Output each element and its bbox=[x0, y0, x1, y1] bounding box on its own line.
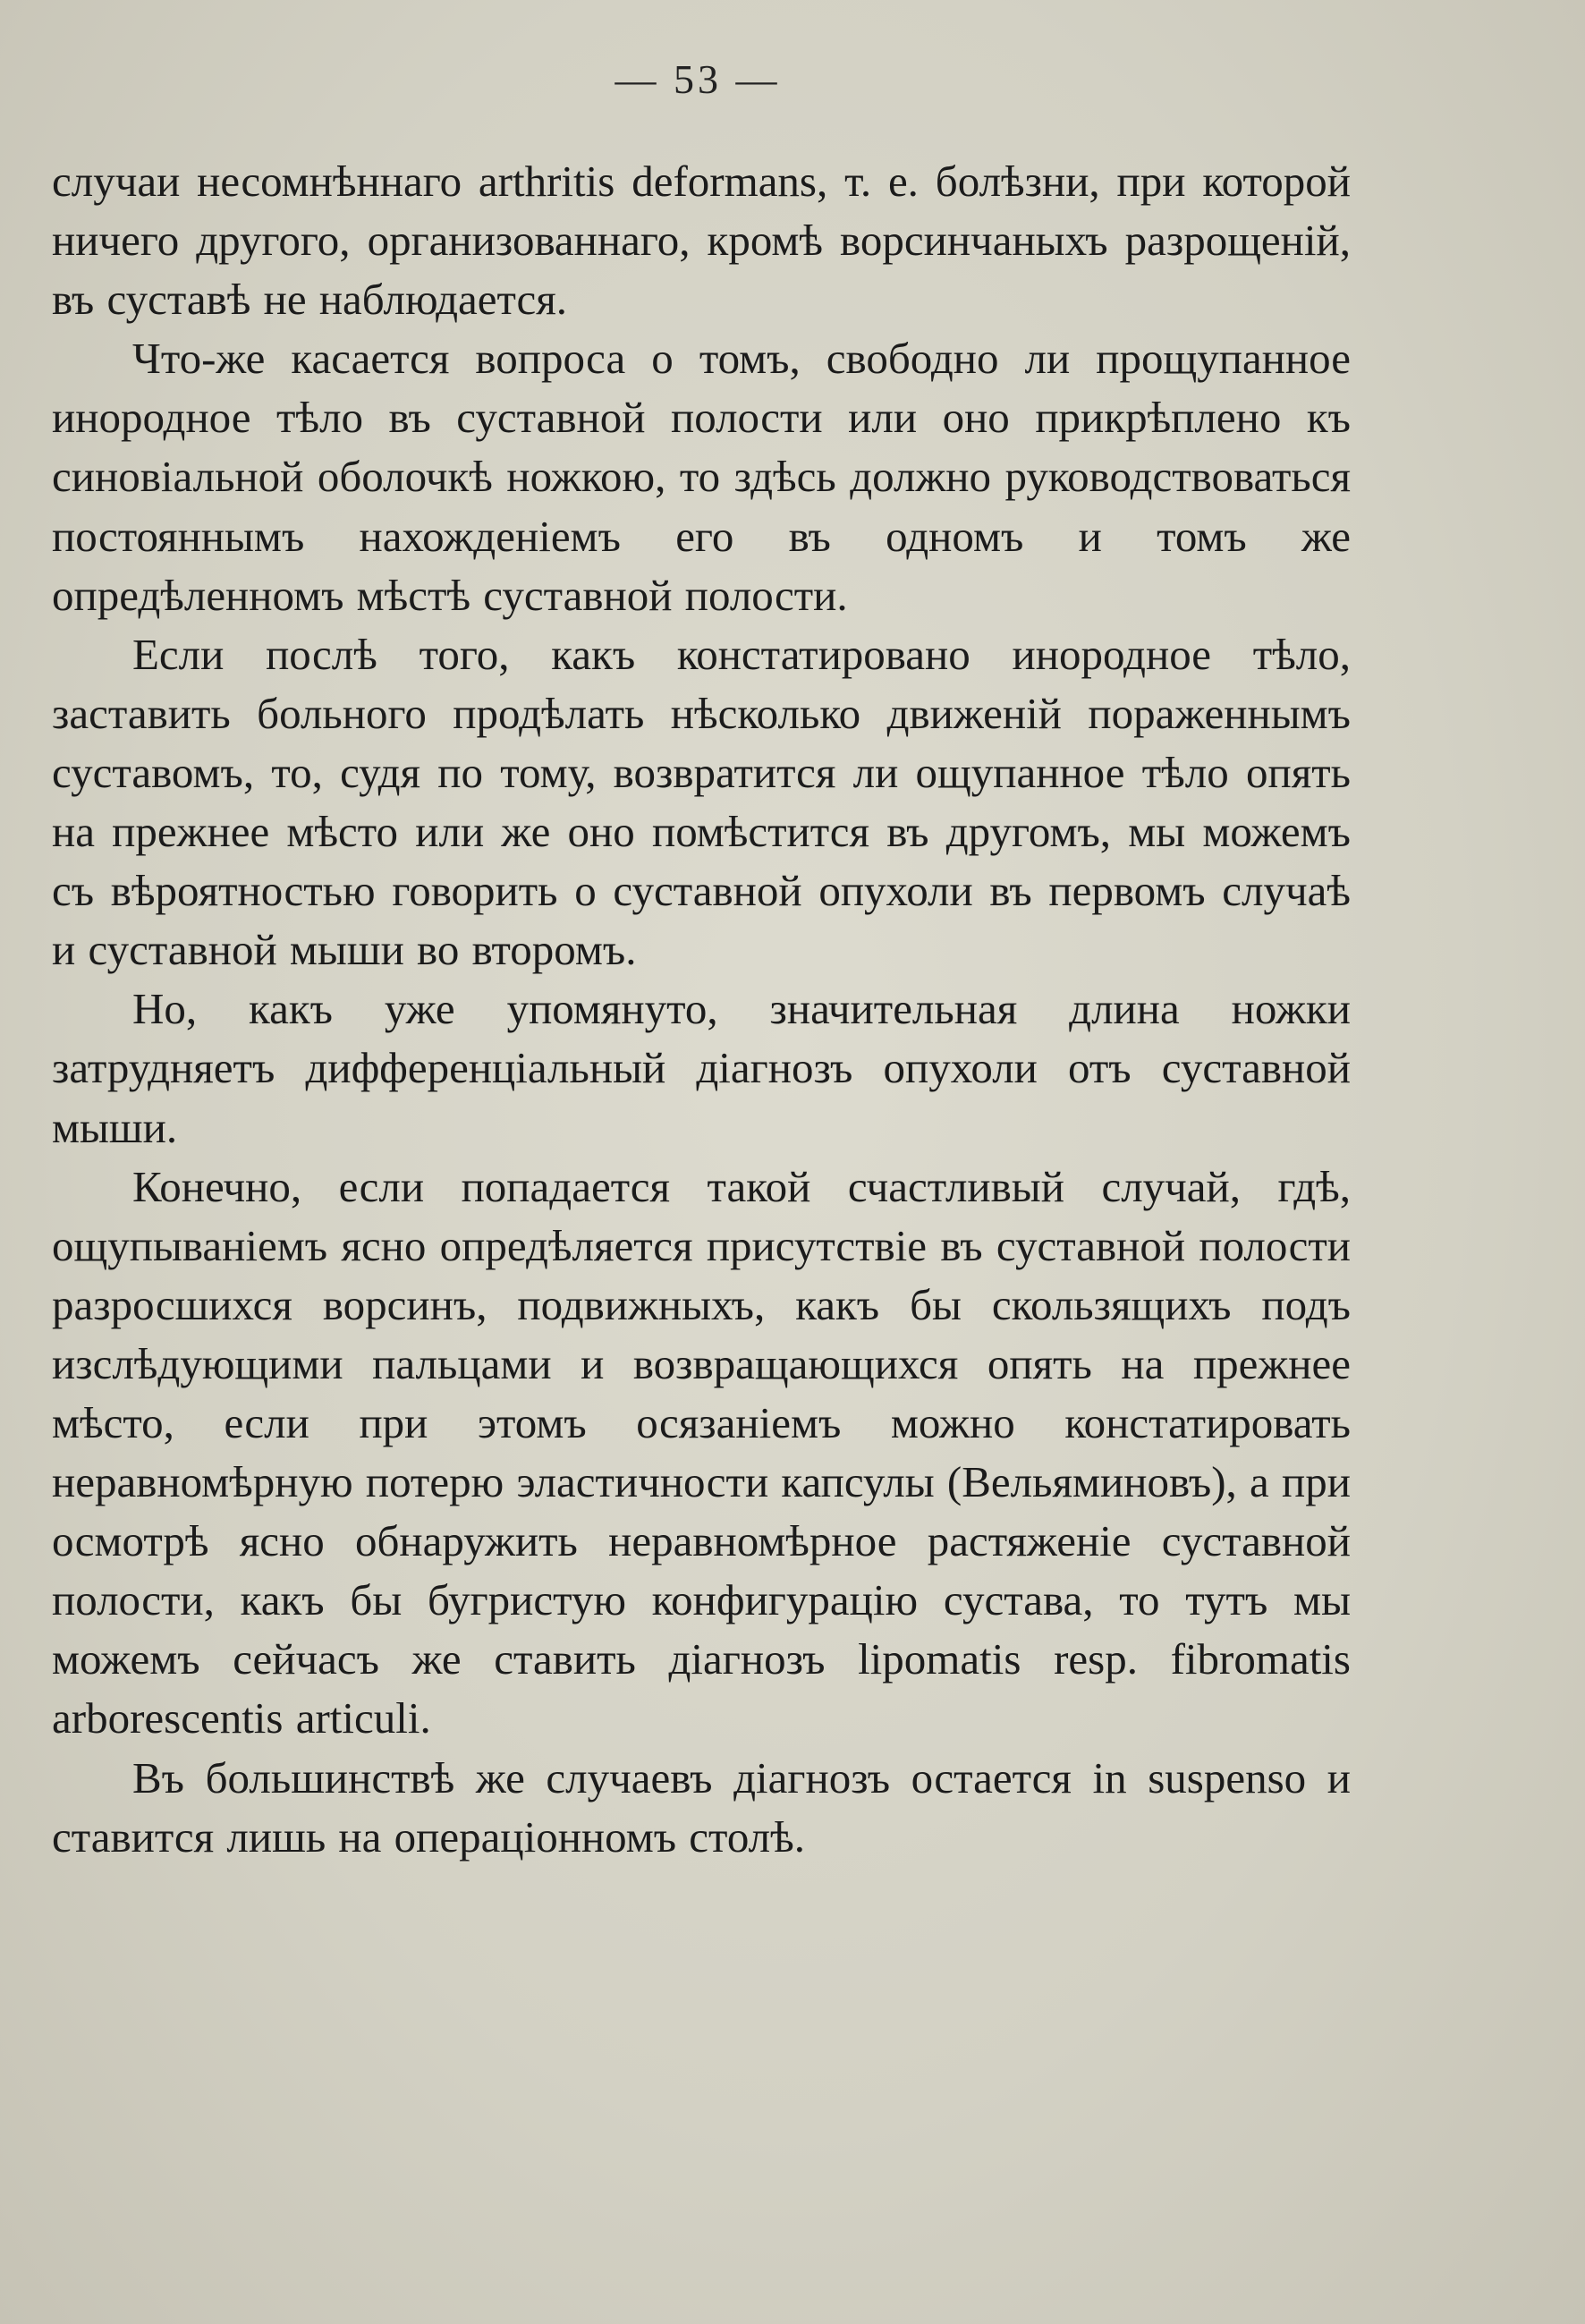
page-number: — 53 — bbox=[615, 56, 781, 102]
paragraph-5: Конечно, если попадается такой счастливый случай, гдѣ, ощупыванiемъ ясно опредѣляется присутствiе въ суставной полости разросшихся ворсинъ, подвижныхъ, какъ бы скользящихъ подъ изслѣдующими пальцами и возвращающихся опять на прежнее мѣсто, если при этомъ осязанiемъ можно констатировать неравномѣрную потерю эластичности капсулы (Вельяминовъ), а при осмотрѣ ясно обнаружить неравномѣрное растяженiе суставной полости, какъ бы бугристую конфигурацiю сустава, то тутъ мы можемъ сейчасъ же ставить дiагнозъ lipomatis resp. fibromatis arborescentis articuli. bbox=[52, 1161, 1351, 1743]
body-text bbox=[52, 152, 1351, 1867]
paragraph-3: Если послѣ того, какъ констатировано инородное тѣло, заставить больного продѣлать нѣсколько движенiй пораженнымъ суставомъ, то, судя по тому, возвратится ли ощупанное тѣло опять на прежнее мѣсто или же оно помѣстится въ другомъ, мы можемъ съ вѣроятностью говорить о суставной опухоли въ первомъ случаѣ и суставной мыши во второмъ. bbox=[52, 629, 1351, 975]
paragraph-1: случаи несомнѣннаго arthritis deformans, т. е. болѣзни, при которой ничего другого, организованнаго, кромѣ ворсинчаныхъ разрощенiй, въ суставѣ не наблюдается. bbox=[52, 157, 1351, 325]
paragraph-6: Въ большинствѣ же случаевъ дiагнозъ остается in suspenso и ставится лишь на операцiонномъ столѣ. bbox=[52, 1752, 1351, 1862]
paragraph-2: Что-же касается вопроса о томъ, свободно ли прощупанное инородное тѣло въ суставной полости или оно прикрѣплено къ синовiальной оболочкѣ ножкою, то здѣсь должно руководствоваться постояннымъ нахожденiемъ его въ одномъ и томъ же опредѣленномъ мѣстѣ суставной полости. bbox=[52, 334, 1351, 620]
paragraph-4: Но, какъ уже упомянуто, значительная длина ножки затрудняетъ дифференцiальный дiагнозъ опухоли отъ суставной мыши. bbox=[52, 984, 1351, 1152]
